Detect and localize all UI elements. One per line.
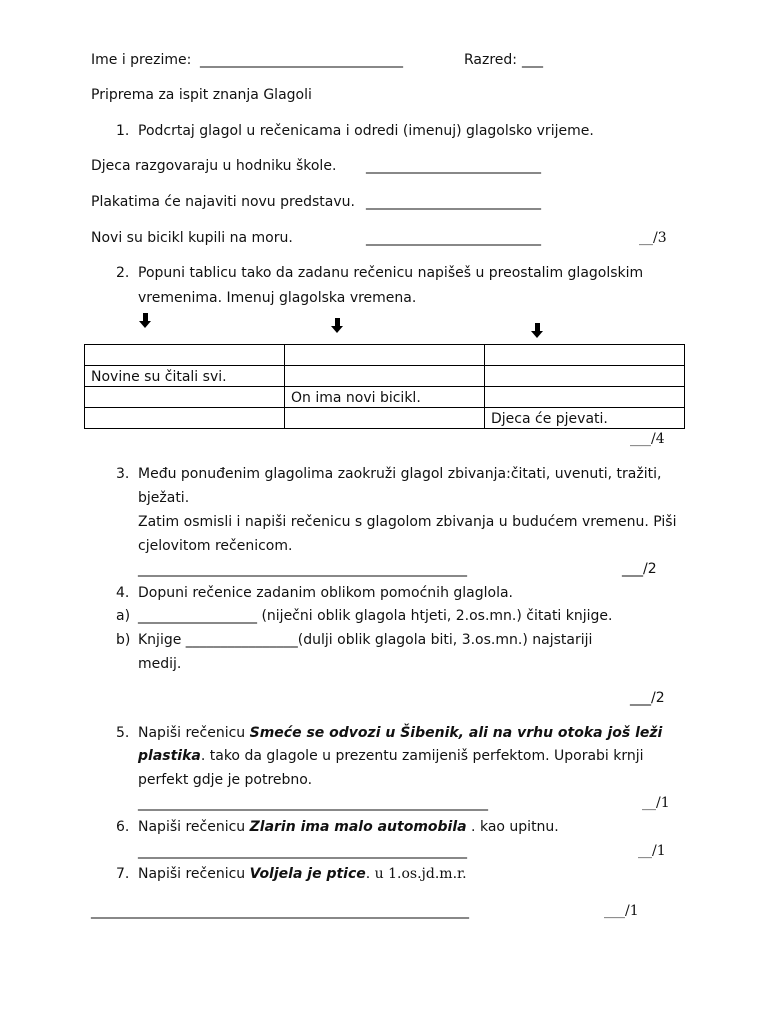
table-cell[interactable] xyxy=(285,345,485,366)
q5-answer-blank[interactable]: __________________________________________________ xyxy=(138,795,488,811)
q5-number: 5. xyxy=(116,725,130,741)
q5-emphasis-1: Smeće se odvozi u Šibenik, ali na vrhu otoka još leži xyxy=(249,725,663,741)
q4-instruction: Dopuni rečenice zadanim oblikom pomoćnih glaglola. xyxy=(138,585,514,601)
q3-number: 3. xyxy=(116,466,130,482)
table-cell[interactable]: Novine su čitali svi. xyxy=(85,366,285,387)
table-row xyxy=(85,345,685,366)
q1-score: __/3 xyxy=(639,230,667,246)
q3-instruction-line-2: bježati. xyxy=(138,490,190,506)
q4-b-label: b) xyxy=(116,632,131,648)
name-blank[interactable]: _____________________________ xyxy=(200,52,403,68)
q4-score: ___/2 xyxy=(630,690,665,706)
table-cell[interactable]: Djeca će pjevati. xyxy=(485,408,685,429)
q7-instruction xyxy=(138,865,467,883)
q7-number: 7. xyxy=(116,866,130,882)
q2-instruction-line-1: Popuni tablicu tako da zadanu rečenicu napišeš u preostalim glagolskim xyxy=(138,265,644,281)
q5-instruction-line-3: perfekt gdje je potrebno. xyxy=(138,772,313,788)
table-cell[interactable] xyxy=(285,366,485,387)
q4-a-text[interactable]: _________________ (niječni oblik glagola htjeti, 2.os.mn.) čitati knjige. xyxy=(138,608,613,624)
tense-table xyxy=(84,344,685,429)
table-cell[interactable]: On ima novi bicikl. xyxy=(285,387,485,408)
q3-score: ___/2 xyxy=(622,561,657,577)
q3-instruction-line-4: cjelovitom rečenicom. xyxy=(138,538,293,554)
table-row xyxy=(85,387,685,408)
q4-a-label: a) xyxy=(116,608,131,624)
q6-instruction xyxy=(138,818,559,836)
table-row xyxy=(85,366,685,387)
page-title: Priprema za ispit znanja Glagoli xyxy=(91,87,312,103)
q1-sentence-1: Djeca razgovaraju u hodniku škole. xyxy=(91,158,337,174)
name-label: Ime i prezime: xyxy=(91,52,192,68)
q1-number: 1. xyxy=(116,123,130,139)
q4-number: 4. xyxy=(116,585,130,601)
q1-sentence-2: Plakatima će najaviti novu predstavu. xyxy=(91,194,355,210)
q7-score: ___/1 xyxy=(604,903,639,919)
q1-sentence-3: Novi su bicikl kupili na moru. xyxy=(91,230,293,246)
q2-instruction-line-2: vremenima. Imenuj glagolska vremena. xyxy=(138,290,417,306)
q4-b-line-1[interactable]: Knjige ________________(dulji oblik glagola biti, 3.os.mn.) najstariji xyxy=(138,632,593,648)
q1-answer-blank-1[interactable]: _________________________ xyxy=(366,158,541,174)
q7-emphasis: Voljela je ptice xyxy=(249,866,366,882)
table-cell[interactable] xyxy=(85,387,285,408)
table-cell[interactable] xyxy=(285,408,485,429)
q3-instruction-line-1: Među ponuđenim glagolima zaokruži glagol zbivanja:čitati, uvenuti, tražiti, xyxy=(138,466,662,482)
table-row xyxy=(85,408,685,429)
q5-emphasis-2: plastika xyxy=(138,748,201,764)
q6-prefix: Napiši rečenicu xyxy=(138,819,250,835)
q5-line2-rest: . tako da glagole u prezentu zamijeniš perfektom. Uporabi krnji xyxy=(200,748,644,764)
q6-number: 6. xyxy=(116,819,130,835)
q4-b-line-2: medij. xyxy=(138,656,182,672)
q6-answer-blank[interactable]: _______________________________________________ xyxy=(138,843,467,859)
q3-answer-blank[interactable]: _______________________________________________ xyxy=(138,561,467,577)
q7-prefix: Napiši rečenicu xyxy=(138,866,250,882)
q2-score: ___/4 xyxy=(630,431,665,447)
q5-score: __/1 xyxy=(642,795,670,811)
table-cell[interactable] xyxy=(85,345,285,366)
q6-suffix: . kao upitnu. xyxy=(466,819,559,835)
q6-emphasis: Zlarin ima malo automobila xyxy=(249,819,467,835)
table-cell[interactable] xyxy=(85,408,285,429)
q2-number: 2. xyxy=(116,265,130,281)
q5-prefix: Napiši rečenicu xyxy=(138,725,250,741)
q6-score: __/1 xyxy=(638,843,666,859)
table-cell[interactable] xyxy=(485,345,685,366)
q3-instruction-line-3: Zatim osmisli i napiši rečenicu s glagolom zbivanja u budućem vremenu. Piši xyxy=(138,514,677,530)
q5-instruction-line-2 xyxy=(138,747,644,765)
q7-answer-blank[interactable]: ______________________________________________________ xyxy=(91,903,469,919)
class-label: Razred: xyxy=(464,52,518,68)
class-blank[interactable]: ___ xyxy=(522,52,543,68)
q5-instruction-line-1 xyxy=(138,724,662,742)
q7-suffix: . u 1.os.jd.m.r. xyxy=(365,866,467,882)
table-cell[interactable] xyxy=(485,366,685,387)
q1-answer-blank-3[interactable]: _________________________ xyxy=(366,230,541,246)
q1-instruction: Podcrtaj glagol u rečenicama i odredi (imenuj) glagolsko vrijeme. xyxy=(138,123,594,139)
q1-answer-blank-2[interactable]: _________________________ xyxy=(366,194,541,210)
table-cell[interactable] xyxy=(485,387,685,408)
